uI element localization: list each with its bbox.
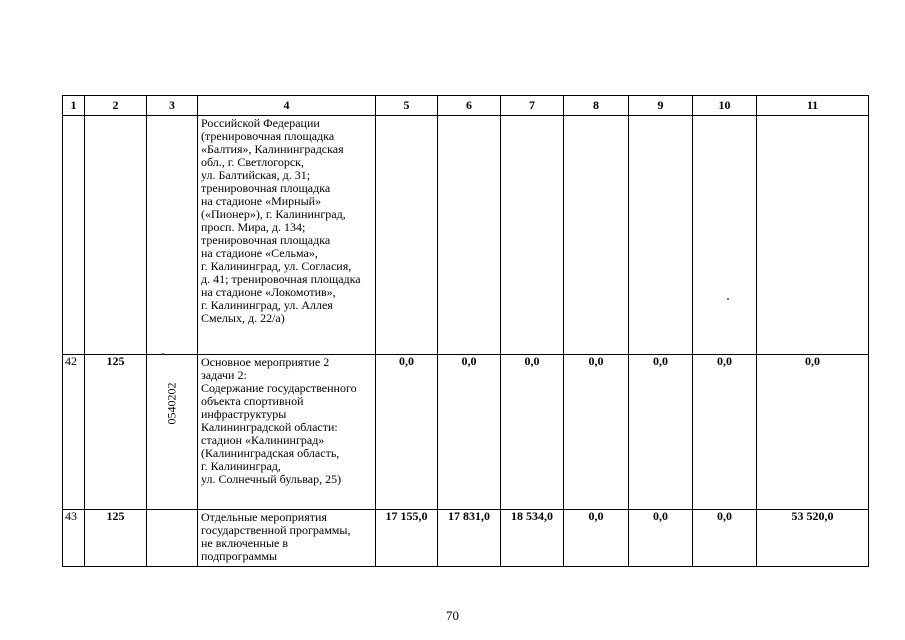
description-line: д. 41; тренировочная площадка (201, 272, 361, 286)
description-line: объекта спортивной (201, 394, 304, 408)
column-header: 7 (501, 96, 564, 116)
row-description (198, 510, 376, 567)
description-line: г. Калининград, ул. Аллея (201, 298, 333, 312)
description-line: государственной программы, (201, 523, 351, 537)
column-header: 4 (198, 96, 376, 116)
value-cell (438, 116, 501, 355)
value-cell: 0,0 (438, 355, 501, 510)
value-cell: 0,0 (564, 355, 629, 510)
page-number: 70 (446, 608, 459, 623)
column-header: 3 (147, 96, 198, 116)
description-line: тренировочная площадка (201, 181, 331, 195)
scan-speck (727, 298, 729, 300)
description-line: стадион «Калининград» (201, 433, 325, 447)
description-line: («Пионер»), г. Калининград, (201, 207, 346, 221)
table-row (63, 116, 869, 355)
column-header: 9 (629, 96, 693, 116)
column-header: 1 (63, 96, 85, 116)
description-line: Основное мероприятие 2 (201, 355, 330, 369)
description-line: на стадионе «Сельма», (201, 246, 318, 260)
column-header: 10 (693, 96, 757, 116)
row-code: 125 (85, 355, 147, 510)
value-cell (376, 116, 438, 355)
value-cell: 53 520,0 (757, 510, 869, 567)
header-row (63, 96, 869, 116)
row-description (198, 355, 376, 510)
value-cell (501, 116, 564, 355)
description-line: Смелых, д. 22/а) (201, 311, 285, 325)
row-index (63, 116, 85, 355)
description-line: Отдельные мероприятия (201, 510, 327, 524)
description-line: г. Калининград, (201, 459, 281, 473)
column-header: 6 (438, 96, 501, 116)
value-cell (757, 116, 869, 355)
row-index: 42 (63, 355, 85, 510)
row-code (85, 116, 147, 355)
value-cell: 0,0 (501, 355, 564, 510)
budget-table (62, 95, 869, 567)
description-line: Калининградской области: (201, 420, 338, 434)
row-index: 43 (63, 510, 85, 567)
budget-code: 0540202 (147, 355, 198, 510)
description-line: на стадионе «Мирный» (201, 194, 322, 208)
description-line: инфраструктуры (201, 407, 287, 421)
row-description (198, 116, 376, 355)
column-header: 2 (85, 96, 147, 116)
value-cell: 0,0 (376, 355, 438, 510)
description-line: тренировочная площадка (201, 233, 331, 247)
scan-speck (162, 353, 164, 355)
value-cell (693, 116, 757, 355)
value-cell: 0,0 (564, 510, 629, 567)
description-line: просп. Мира, д. 134; (201, 220, 306, 234)
value-cell: 17 155,0 (376, 510, 438, 567)
description-line: задачи 2: (201, 368, 247, 382)
description-line: обл., г. Светлогорск, (201, 155, 305, 169)
description-line: ул. Солнечный бульвар, 25) (201, 472, 342, 486)
value-cell: 0,0 (757, 355, 869, 510)
row-code: 125 (85, 510, 147, 567)
table-row (63, 510, 869, 567)
budget-code (147, 510, 198, 567)
value-cell: 0,0 (693, 510, 757, 567)
description-line: на стадионе «Локомотив», (201, 285, 336, 299)
value-cell: 0,0 (629, 510, 693, 567)
budget-code (147, 116, 198, 355)
value-cell: 17 831,0 (438, 510, 501, 567)
column-header: 5 (376, 96, 438, 116)
description-line: подпрограммы (201, 549, 278, 563)
description-line: Содержание государственного (201, 381, 357, 395)
description-line: не включенные в (201, 536, 288, 550)
description-line: (тренировочная площадка (201, 129, 335, 143)
description-line: (Калининградская область, (201, 446, 340, 460)
value-cell: 18 534,0 (501, 510, 564, 567)
column-header: 8 (564, 96, 629, 116)
value-cell (564, 116, 629, 355)
table-row (63, 355, 869, 510)
column-header: 11 (757, 96, 869, 116)
value-cell (629, 116, 693, 355)
value-cell: 0,0 (693, 355, 757, 510)
description-line: г. Калининград, ул. Согласия, (201, 259, 352, 273)
description-line: «Балтия», Калининградская (201, 142, 344, 156)
description-line: Российской Федерации (201, 116, 320, 130)
value-cell: 0,0 (629, 355, 693, 510)
description-line: ул. Балтийская, д. 31; (201, 168, 311, 182)
